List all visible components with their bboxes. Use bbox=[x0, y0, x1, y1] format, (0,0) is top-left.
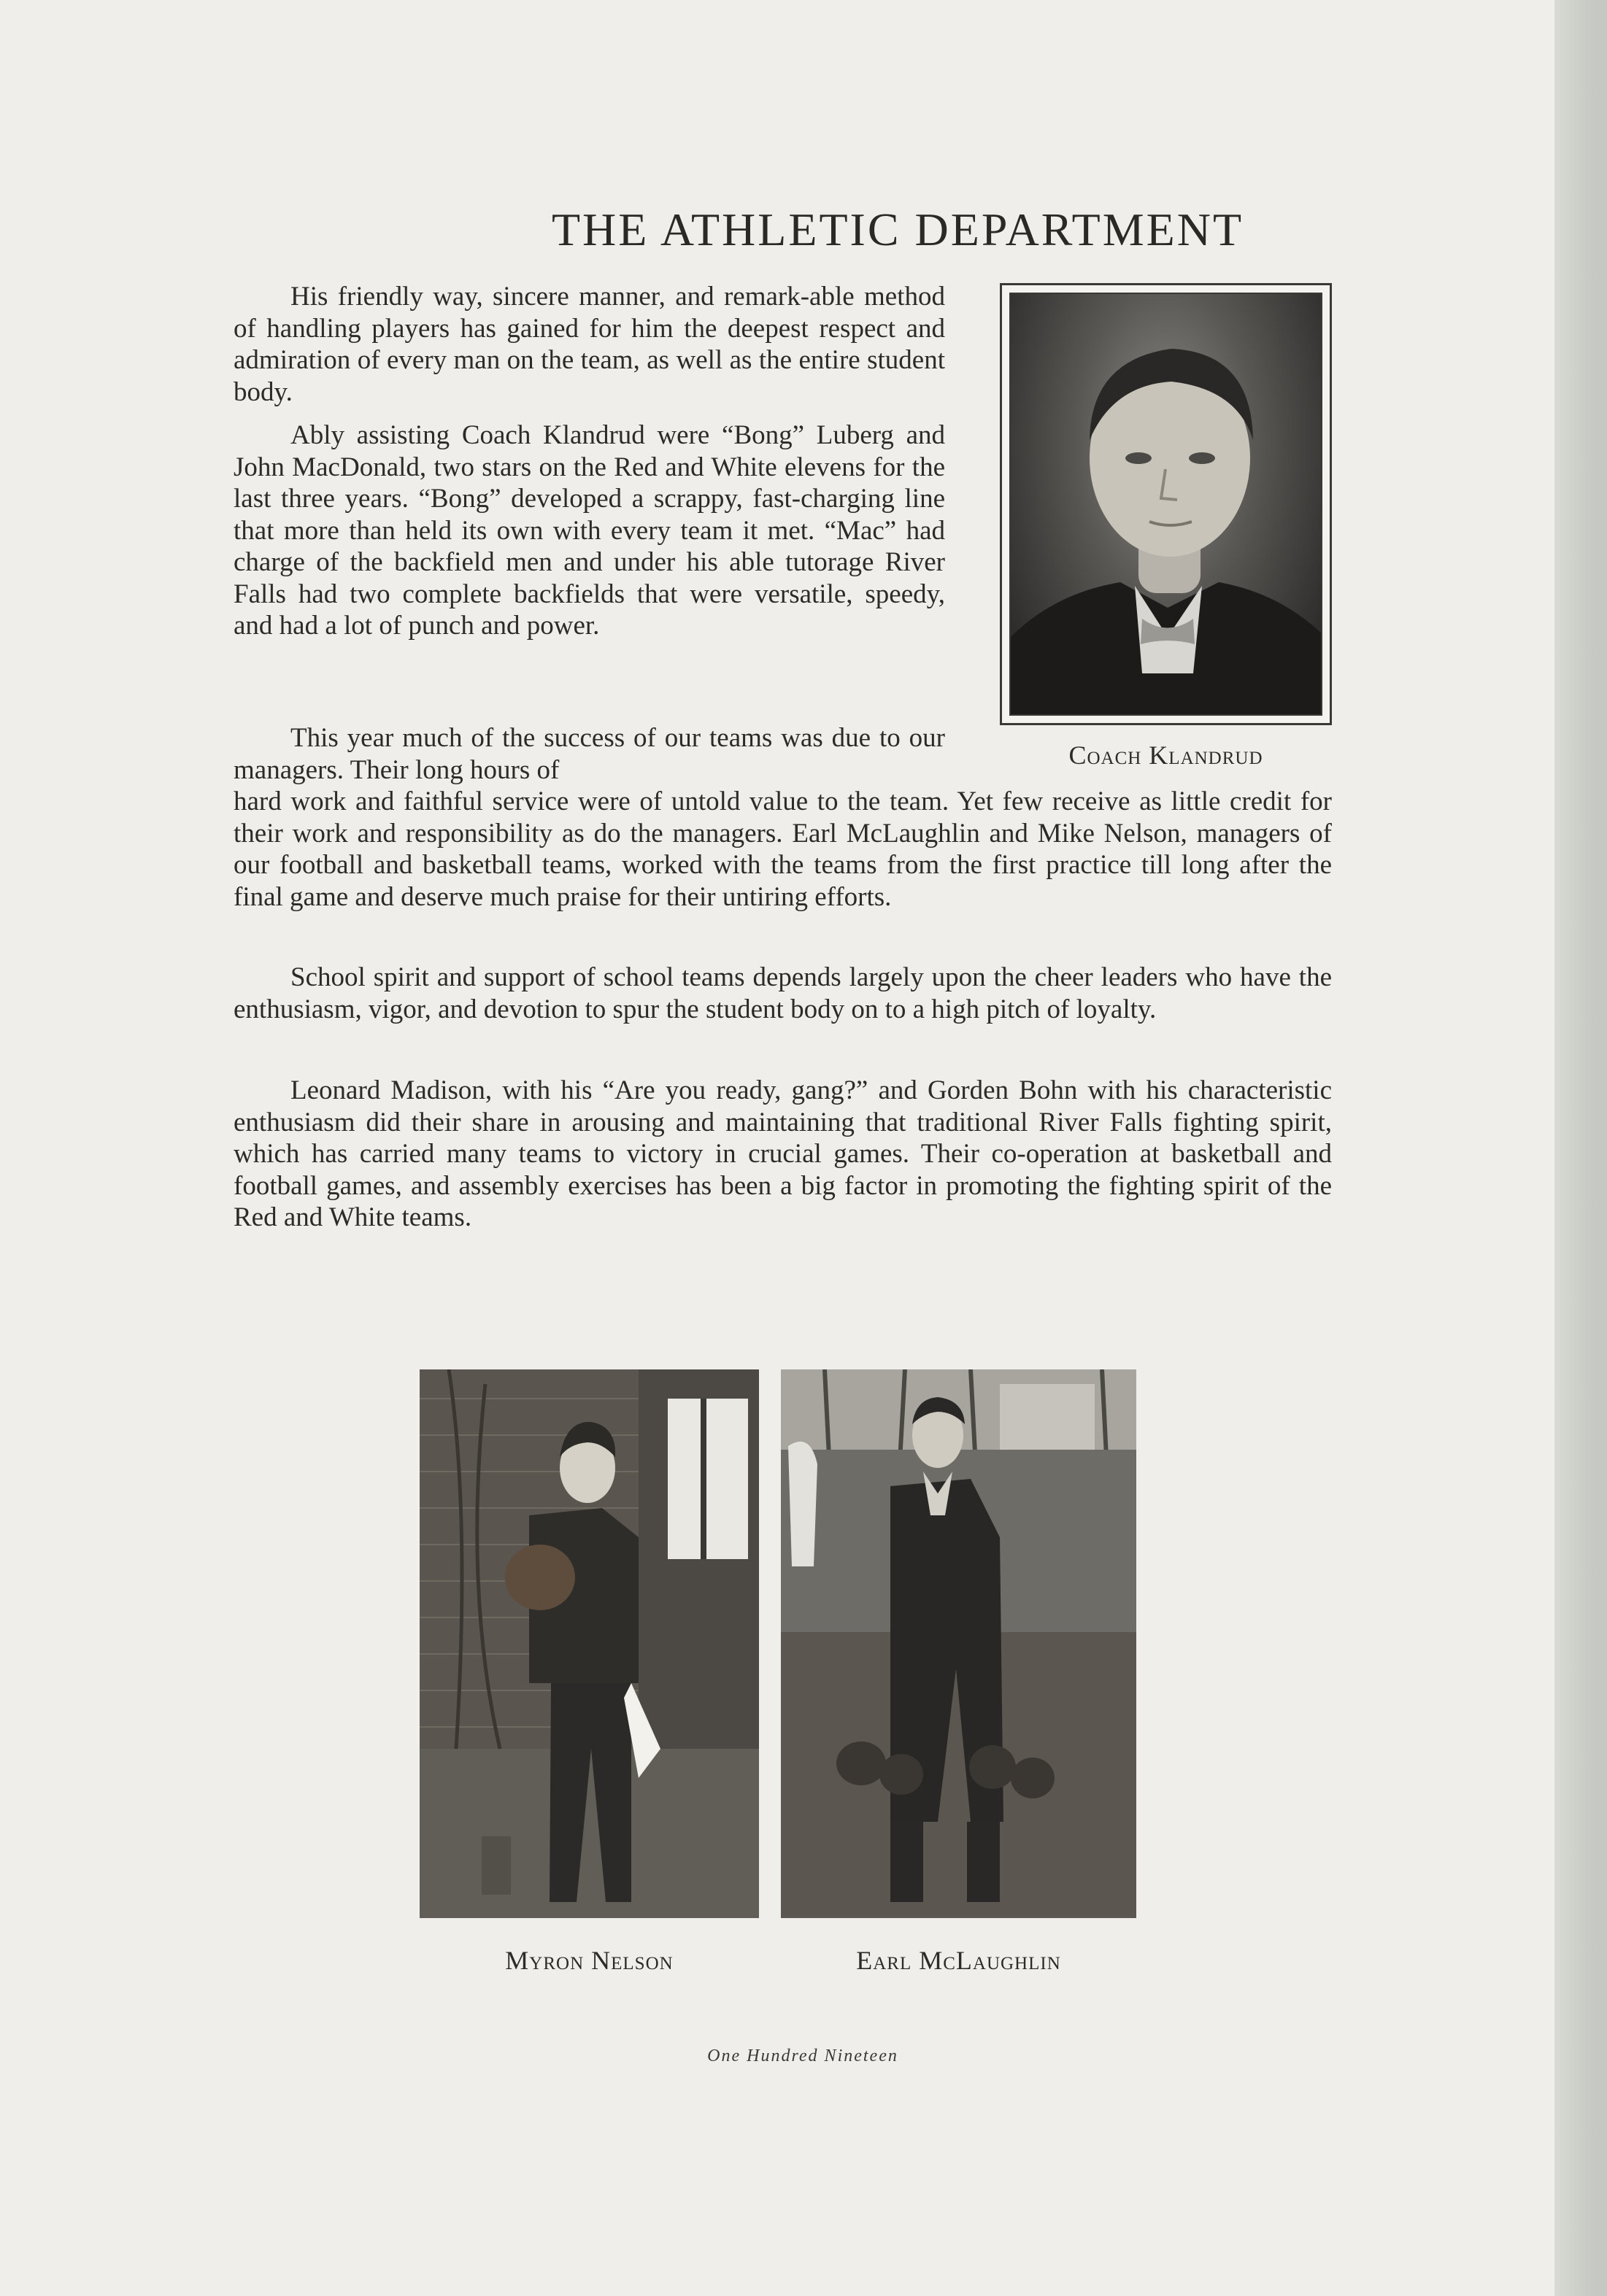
paragraph-4: School spirit and support of school teams depends largely upon the cheer leaders who have the enthusiasm, vigor, and devotion to spur the student body on to a high pitch of loyalty. bbox=[234, 962, 1332, 1024]
earl-mclaughlin-photo bbox=[781, 1369, 1136, 1918]
paragraph-3-rest: hard work and faithful service were of untold value to the team. Yet few receive as little credit for their work and responsibility as do the managers. Earl McLaughlin and Mike Nelson, managers of our football and basketball teams, worked with the teams from the first practice till long after the final game and deserve much praise for their untiring efforts. bbox=[234, 786, 1332, 912]
myron-nelson-photo-art bbox=[420, 1369, 759, 1918]
earl-mclaughlin-photo-art bbox=[781, 1369, 1136, 1918]
paragraph-1: His friendly way, sincere manner, and remark-able method of handling players has gained for him the deepest respect and admiration of every man on the team, as well as the entire student body. bbox=[234, 282, 945, 407]
myron-nelson-caption: Myron Nelson bbox=[505, 1946, 674, 1975]
coach-caption: Coach Klandrud bbox=[1068, 741, 1263, 770]
coach-photo-art bbox=[1011, 294, 1322, 716]
page-title: THE ATHLETIC DEPARTMENT bbox=[551, 204, 1244, 255]
paragraph-3-lead: This year much of the success of our teams was due to our managers. Their long hours of bbox=[234, 723, 945, 785]
earl-mclaughlin-caption: Earl McLaughlin bbox=[856, 1946, 1061, 1975]
page-edge bbox=[1554, 0, 1607, 2296]
coach-portrait bbox=[1000, 283, 1332, 725]
paragraph-2: Ably assisting Coach Klandrud were “Bong” Luberg and John MacDonald, two stars on the Red and White elevens for the last three years. “Bong” developed a scrappy, fast-charging line that more than held its own with every team it met. “Mac” had charge of the backfield men and under his able tutorage River Falls had two complete backfields that were versatile, speedy, and had a lot of punch and power. bbox=[234, 420, 945, 641]
page-number: One Hundred Nineteen bbox=[707, 2046, 898, 2065]
paragraph-5: Leonard Madison, with his “Are you ready, gang?” and Gorden Bohn with his characteristic enthusiasm did their share in arousing and maintaining that traditional River Falls fighting spirit, which has carried many teams to victory in crucial games. Their co-operation at basketball and football games, and assembly exercises has been a big factor in promoting the fighting spirit of the Red and White teams. bbox=[234, 1075, 1332, 1232]
coach-photo bbox=[1009, 293, 1322, 716]
myron-nelson-photo bbox=[420, 1369, 759, 1918]
